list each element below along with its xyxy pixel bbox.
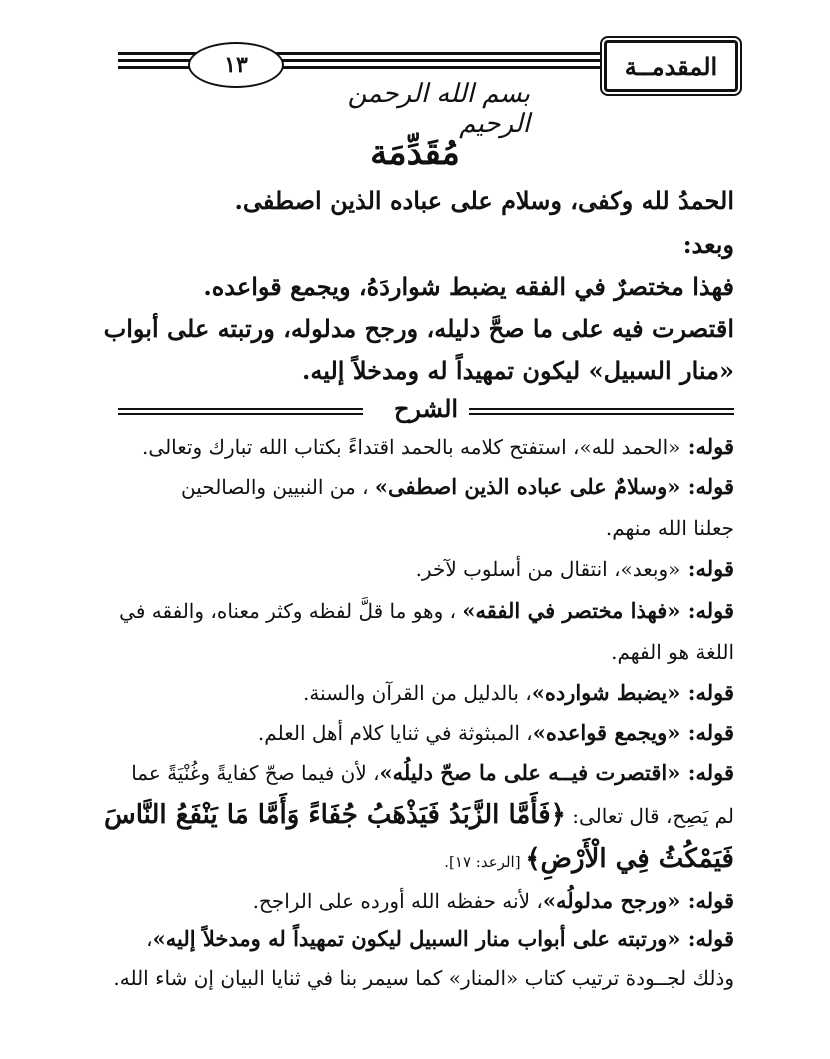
sharh-line — [181, 474, 734, 499]
matn-line: اقتصرت فيه على ما صحَّ دليله، ورجح مدلوله، ورتبته على أبواب — [103, 314, 734, 343]
quran-verse: فَيَمْكُثُ فِي الْأَرْضِ﴾ — [525, 844, 734, 874]
quoted-phrase: «فهذا مختصر في الفقه» — [462, 598, 681, 623]
qawluh-label: قوله: — [680, 598, 734, 623]
quoted-phrase: «وبعد» — [620, 557, 681, 581]
sharh-line — [146, 926, 734, 951]
sharh-line — [253, 888, 734, 913]
section-title: المقدمــة — [624, 51, 718, 81]
qawluh-label: قوله: — [680, 888, 734, 913]
commentary-text: ، وهو ما قلَّ لفظه وكثر معناه، والفقه في — [119, 599, 463, 623]
quoted-phrase: «ويجمع قواعده» — [532, 720, 681, 745]
qawluh-label: قوله: — [680, 760, 734, 785]
qawluh-label: قوله: — [680, 680, 734, 705]
quran-line — [104, 800, 734, 830]
qawluh-label: قوله: — [680, 720, 734, 745]
commentary-text: ، المبثوثة في ثنايا كلام أهل العلم. — [257, 721, 533, 745]
sharh-line — [303, 680, 734, 705]
commentary-text: ، بالدليل من القرآن والسنة. — [303, 681, 532, 705]
quran-verse: ﴿فَأَمَّا الزَّبَدُ فَيَذْهَبُ جُفَاءً وَأَمَّا مَا يَنْفَعُ النَّاسَ — [103, 800, 566, 830]
commentary-text: ، من النبيين والصالحين — [181, 475, 375, 499]
commentary-text: ، استفتح كلامه بالحمد اقتداءً بكتاب الله تبارك وتعالى. — [142, 435, 580, 459]
verse-reference: [الرعد: ١٧]. — [444, 853, 526, 871]
commentary-text: لم يَصِح، قال تعالى: — [565, 804, 734, 828]
commentary-text: ، لأن فيما صحّ كفايةً وغُنْيَةً عما — [131, 761, 380, 785]
sharh-line: جعلنا الله منهم. — [605, 516, 734, 540]
quoted-phrase: «وسلامٌ على عباده الذين اصطفى» — [374, 474, 681, 499]
quran-line — [444, 844, 734, 874]
matn-line: «منار السبيل» ليكون تمهيداً له ومدخلاً إليه. — [302, 356, 734, 385]
sharh-line — [119, 598, 734, 623]
quoted-phrase: «يضبط شوارده» — [531, 680, 681, 705]
matn-line: فهذا مختصرٌ في الفقه يضبط شواردَهُ، ويجمع قواعده. — [203, 272, 734, 301]
matn-line: الحمدُ لله وكفى، وسلام على عباده الذين اصطفى. — [234, 186, 734, 215]
sharh-heading: الشرح — [393, 394, 459, 423]
qawluh-label: قوله: — [680, 434, 734, 459]
matn-line: وبعد: — [682, 230, 734, 259]
sharh-line — [416, 556, 734, 581]
commentary-text: ، لأنه حفظه الله أورده على الراجح. — [252, 889, 543, 913]
section-title-box — [604, 40, 738, 92]
page-number: ١٣ — [188, 42, 284, 88]
sharh-line — [142, 434, 734, 459]
sharh-separator — [118, 394, 734, 428]
basmala-calligraphy: بسم الله الرحمن الرحيم — [347, 79, 530, 139]
quoted-phrase: «ورجح مدلولُه» — [542, 888, 681, 913]
quoted-phrase: «اقتصرت فيــه على ما صحّ دليلُه» — [379, 760, 681, 785]
sharh-line — [131, 760, 734, 785]
sharh-line: اللغة هو الفهم. — [611, 640, 734, 664]
qawluh-label: قوله: — [680, 474, 734, 499]
sharh-line: وذلك لجــودة ترتيب كتاب «المنار» كما سيمر بنا في ثنايا البيان إن شاء الله. — [113, 966, 734, 990]
commentary-text: ، انتقال من أسلوب لآخر. — [415, 557, 621, 581]
qawluh-label: قوله: — [680, 926, 734, 951]
quoted-phrase: «الحمد لله» — [579, 435, 681, 459]
commentary-text: ، — [146, 927, 153, 951]
quoted-phrase: «ورتبته على أبواب منار السبيل ليكون تمهيداً له ومدخلاً إليه» — [152, 926, 681, 951]
qawluh-label: قوله: — [680, 556, 734, 581]
chapter-heading: مُقَدِّمَة — [370, 133, 460, 173]
sharh-line — [258, 720, 734, 745]
